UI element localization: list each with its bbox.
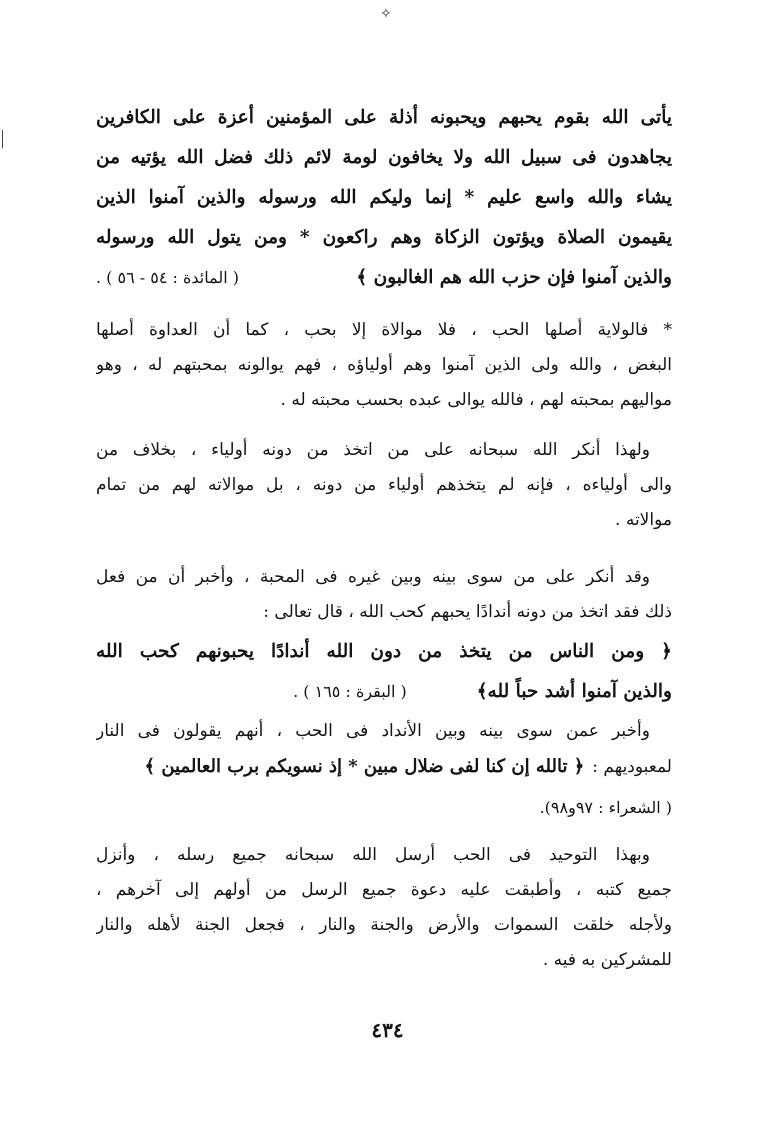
verse-text: ﴿ تالله إن كنا لفى ضلال مبين * إذ نسويكم برب العالمين ﴾ — [144, 756, 585, 777]
text-line: ذلك فقد اتخذ من دونه أندادًا يحبهم كحب الله ، قال تعالى : — [263, 602, 672, 622]
verse-line: يقيمون الصلاة ويؤتون الزكاة وهم راكعون * ومن يتول الله ورسوله — [96, 227, 672, 248]
text-line: مواليهم بمحبته لهم ، فالله يوالى عبده بحسب محبته له . — [280, 390, 672, 410]
page-number: ٤٣٤ — [371, 1018, 404, 1042]
verse-last-line — [96, 672, 672, 712]
text-line — [96, 749, 672, 784]
verse-last-line — [96, 258, 672, 298]
paragraph — [96, 433, 672, 538]
verse-text: والذين آمنوا فإن حزب الله هم الغالبون ﴾ — [356, 267, 672, 288]
text-line: البغض ، والله ولى الذين آمنوا وهم أولياؤه ، فهم يوالونه بمحبتهم له ، وهو — [96, 355, 672, 375]
verse-citation: ( المائدة : ٥٤ - ٥٦ ) . — [96, 268, 240, 287]
text-line: وبهذا التوحيد فى الحب أرسل الله سبحانه جميع رسله ، وأنزل — [96, 845, 650, 865]
verse-line: ﴿ ومن الناس من يتخذ من دون الله أندادًا يحبونهم كحب الله — [96, 641, 672, 662]
verse-line: يجاهدون فى سبيل الله ولا يخافون لومة لائم ذلك فضل الله يؤتيه من — [96, 147, 672, 168]
text-line: وقد أنكر على من سوى بينه وبين غيره فى المحبة ، وأخبر أن من فعل — [96, 567, 650, 587]
verse-citation: ( البقرة : ١٦٥ ) . — [293, 682, 407, 701]
verse-line: يأتى الله بقوم يحبهم ويحبونه أذلة على المؤمنين أعزة على الكافرين — [96, 107, 672, 128]
text-line: والى أولياءه ، فإنه لم يتخذهم أولياء من دونه ، بل موالاته لهم من تمام — [96, 475, 672, 495]
verse-line: يشاء والله واسع عليم * إنما وليكم الله ورسوله والذين آمنوا الذين — [96, 187, 672, 208]
top-ornament-icon: ✧ — [380, 6, 392, 22]
paragraph — [96, 714, 672, 825]
paragraph — [96, 838, 672, 978]
text-line: موالاته . — [615, 510, 672, 530]
paragraph — [96, 313, 672, 418]
verse-block — [96, 632, 672, 712]
verse-block — [96, 98, 672, 298]
text-line: ولأجله خلقت السموات والأرض والجنة والنار ، فجعل الجنة لأهله والنار — [96, 915, 672, 935]
text-prefix: لمعبوديهم : — [592, 757, 672, 777]
verse-text: والذين آمنوا أشد حباً لله﴾ — [476, 681, 672, 702]
text-line: جميع كتبه ، وأطبقت عليه دعوة جميع الرسل من أولهم إلى آخرهم ، — [96, 880, 672, 900]
verse-citation: ( الشعراء : ٩٧و٩٨). — [539, 798, 672, 817]
text-line: ولهذا أنكر الله سبحانه على من اتخذ من دونه أولياء ، بخلاف من — [96, 440, 650, 460]
text-line: وأخبر عمن سوى بينه وبين الأنداد فى الحب ، أنهم يقولون فى النار — [96, 721, 650, 741]
text-line: للمشركين به فيه . — [542, 950, 672, 970]
paragraph — [96, 560, 672, 630]
margin-mark — [2, 130, 3, 148]
text-line: * فالولاية أصلها الحب ، فلا موالاة إلا بحب ، كما أن العداوة أصلها — [96, 320, 672, 340]
